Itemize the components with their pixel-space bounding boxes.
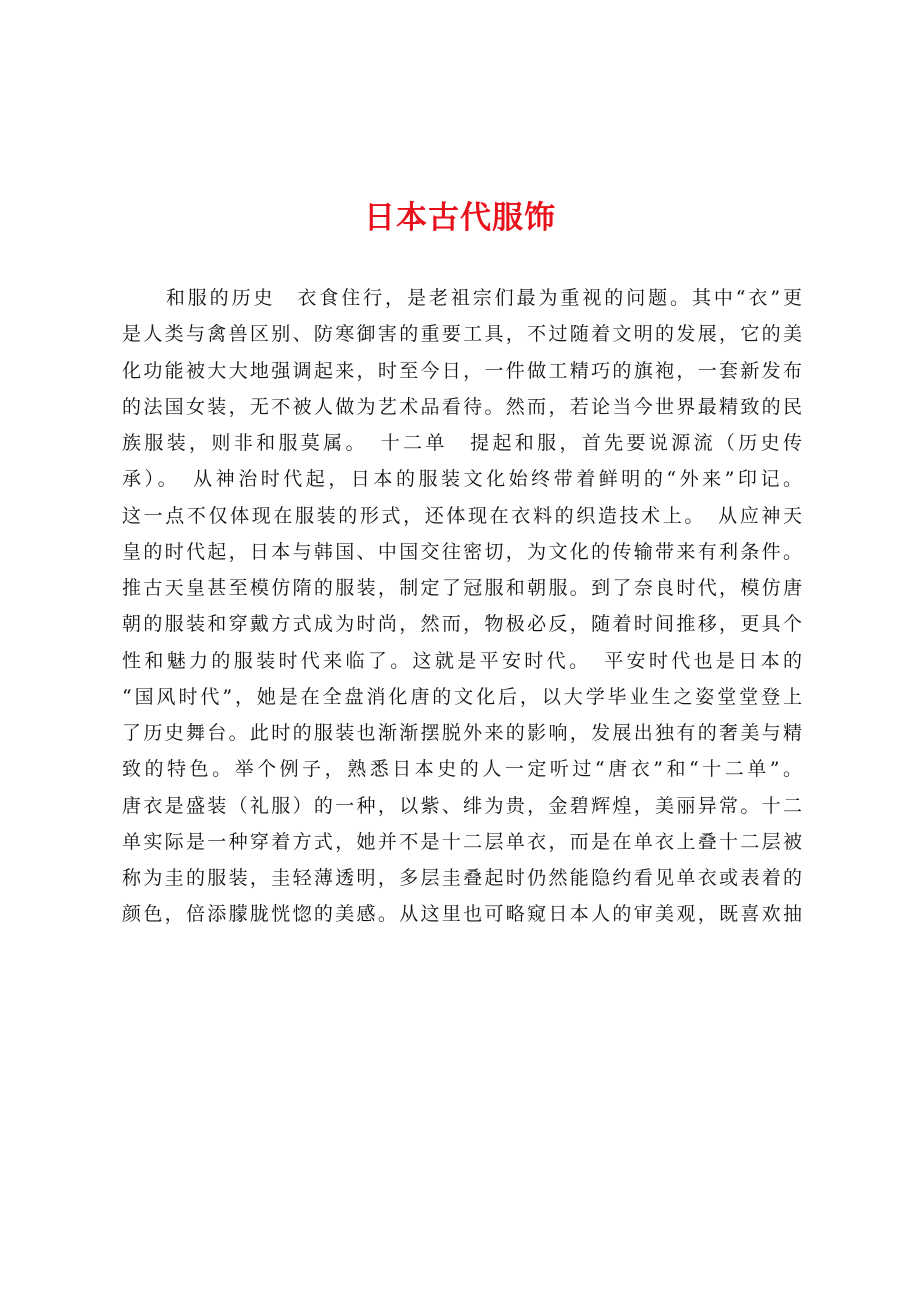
text-line: 颜色，倍添朦胧恍惚的美感。从这里也可略窥日本人的审美观，既喜欢抽 [122,903,802,926]
text-line: 性和魅力的服装时代来临了。这就是平安时代。 平安时代也是日本的 [122,649,802,672]
text-line: 是人类与禽兽区别、防寒御害的重要工具，不过随着文明的发展，它的美 [122,323,802,346]
body-paragraph [122,280,802,933]
text-line: 和服的历史 衣食住行，是老祖宗们最为重视的问题。其中“衣”更 [122,287,802,309]
text-line: 的法国女装，无不被人做为艺术品看待。然而，若论当今世界最精致的民 [122,395,802,418]
text-line: 唐衣是盛装（礼服）的一种，以紫、绯为贵，金碧辉煌，美丽异常。十二 [122,794,802,817]
text-line: 单实际是一种穿着方式，她并不是十二层单衣，而是在单衣上叠十二层被 [122,830,802,853]
text-line: 推古天皇甚至模仿隋的服装，制定了冠服和朝服。到了奈良时代，模仿唐 [122,577,802,599]
text-line: 化功能被大大地强调起来，时至今日，一件做工精巧的旗袍，一套新发布 [122,359,802,382]
text-line: 承）。 从神治时代起，日本的服装文化始终带着鲜明的“外来”印记。 [122,468,802,491]
document-title: 日本古代服饰 [364,200,556,236]
text-line: 族服装，则非和服莫属。 十二单 提起和服，首先要说源流（历史传 [122,432,802,454]
text-line: “国风时代”，她是在全盘消化唐的文化后，以大学毕业生之姿堂堂登上 [122,685,802,708]
text-line: 这一点不仅体现在服装的形式，还体现在衣料的织造技术上。 从应神天 [122,504,802,527]
text-line: 了历史舞台。此时的服装也渐渐摆脱外来的影响，发展出独有的奢美与精 [122,722,802,744]
text-line: 称为圭的服装，圭轻薄透明，多层圭叠起时仍然能隐约看见单衣或表着的 [122,867,802,889]
text-line: 皇的时代起，日本与韩国、中国交往密切，为文化的传输带来有利条件。 [122,540,802,563]
text-line: 致的特色。举个例子，熟悉日本史的人一定听过“唐衣”和“十二单”。 [122,758,802,781]
text-line: 朝的服装和穿戴方式成为时尚，然而，物极必反，随着时间推移，更具个 [122,613,802,636]
